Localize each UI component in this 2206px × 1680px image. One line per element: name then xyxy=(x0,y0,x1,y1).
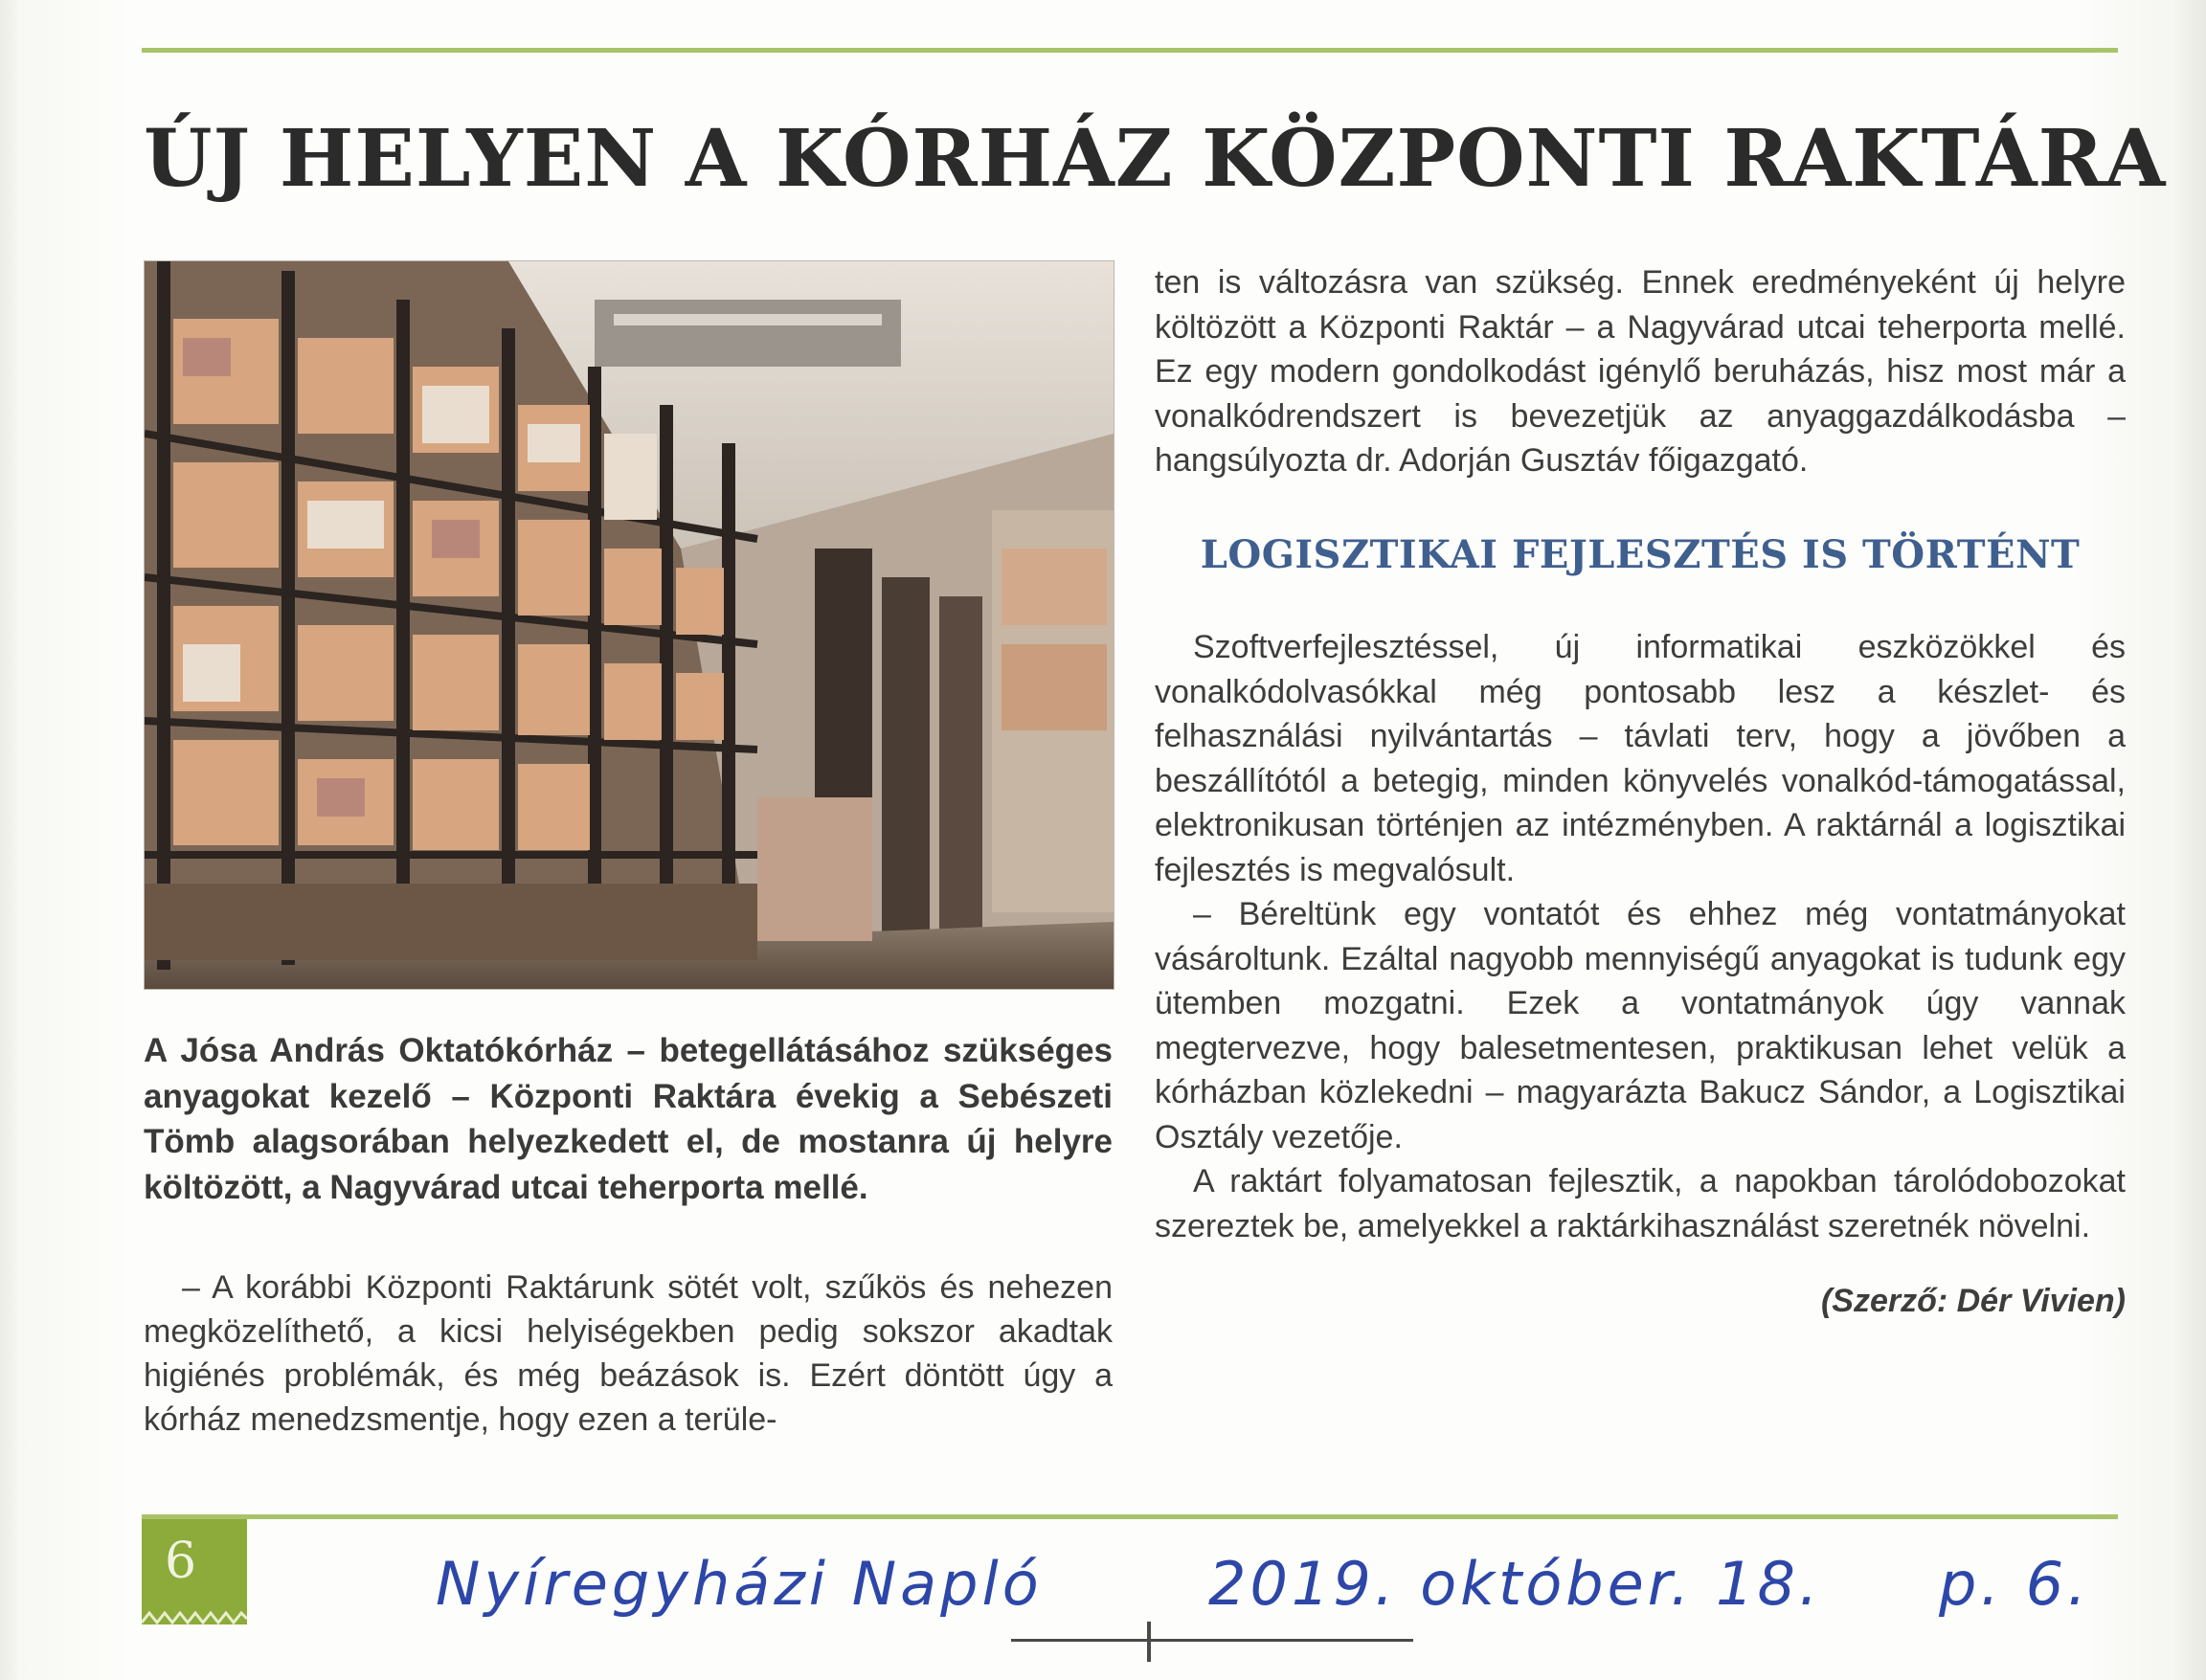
zigzag-ornament-icon xyxy=(142,1611,247,1624)
handwritten-tick xyxy=(1147,1622,1151,1662)
section-subheading: LOGISZTIKAI FEJLESZTÉS IS TÖRTÉNT xyxy=(1200,531,2081,577)
left-column-paragraph: – A korábbi Központi Raktárunk sötét volt, szűkös és nehezen megközelíthető, a kicsi helyiségekben pedig sokszor akadtak higiénés problémák, és még beázások is. Ezért döntött úgy a kórház menedzsmentje, hogy ezen a terüle- xyxy=(144,1269,1113,1438)
left-text-column xyxy=(144,1266,1113,1442)
photo-caption xyxy=(144,1028,1113,1210)
body-paragraph-1: Szoftverfejlesztéssel, új informatikai eszközökkel és vonalkódolvasókkal még pontosabb lesz a készlet- és felhasználási nyilvántartás – távlati terv, hogy a jövőben a beszállítótól a betegig, minden könyvelés vonalkód-támogatással, elektronikusan történjen az intézményben. A raktárnál a logisztikai fejlesztés is megvalósult. xyxy=(1155,629,2126,888)
page-edge-left xyxy=(0,0,21,1680)
page-edge-right xyxy=(2170,0,2206,1680)
handwritten-page: p. 6. xyxy=(1939,1549,2090,1619)
body-paragraph-2: – Béreltünk egy vontatót és ehhez még vontatmányokat vásároltunk. Ezáltal nagyobb mennyiségű anyagokat is tudunk egy ütemben mozgatni. Ezek a vontatmányok úgy vannak megtervezve, hogy balesetmentesen, praktikusan lehet velük a kórházban közlekedni – magyarázta Bakucz Sándor, a Logisztikai Osztály vezetője. xyxy=(1155,896,2126,1155)
handwritten-underline xyxy=(1011,1639,1413,1642)
body-paragraph-3: A raktárt folyamatosan fejlesztik, a napokban tárolódobozokat szereztek be, amelyekkel a raktárkihasználást szeretnék növelni. xyxy=(1155,1163,2126,1244)
caption-text: A Jósa András Oktatókórház – betegellátásához szükséges anyagokat kezelő – Központi Raktára évekig a Sebészeti Tömb alagsorában helyezkedett el, de mostanra új helyre költözött, a Nagyvárad utcai teherporta mellé. xyxy=(144,1032,1113,1206)
article-headline: ÚJ HELYEN A KÓRHÁZ KÖZPONTI RAKTÁRA xyxy=(144,113,2167,205)
bottom-rule xyxy=(142,1514,2118,1519)
right-text-column xyxy=(1155,260,2126,1324)
warehouse-shelves-photo xyxy=(144,260,1114,990)
handwritten-date: 2019. október. 18. xyxy=(1208,1549,1822,1619)
right-column-intro: ten is változásra van szükség. Ennek eredményeként új helyre költözött a Központi Raktár – a Nagyvárad utcai teherporta mellé. Ez egy modern gondolkodást igénylő beruházás, hisz most már a vonalkódrendszert is bevezetjük az anyaggazdálkodásba – hangsúlyozta dr. Adorján Gusztáv főigazgató. xyxy=(1155,264,2126,479)
handwritten-source: Nyíregyházi Napló xyxy=(436,1549,1043,1619)
page-number: 6 xyxy=(165,1533,197,1590)
page-number-badge xyxy=(142,1519,247,1624)
author-credit: (Szerző: Dér Vivien) xyxy=(1820,1283,2126,1319)
top-rule xyxy=(142,48,2118,53)
